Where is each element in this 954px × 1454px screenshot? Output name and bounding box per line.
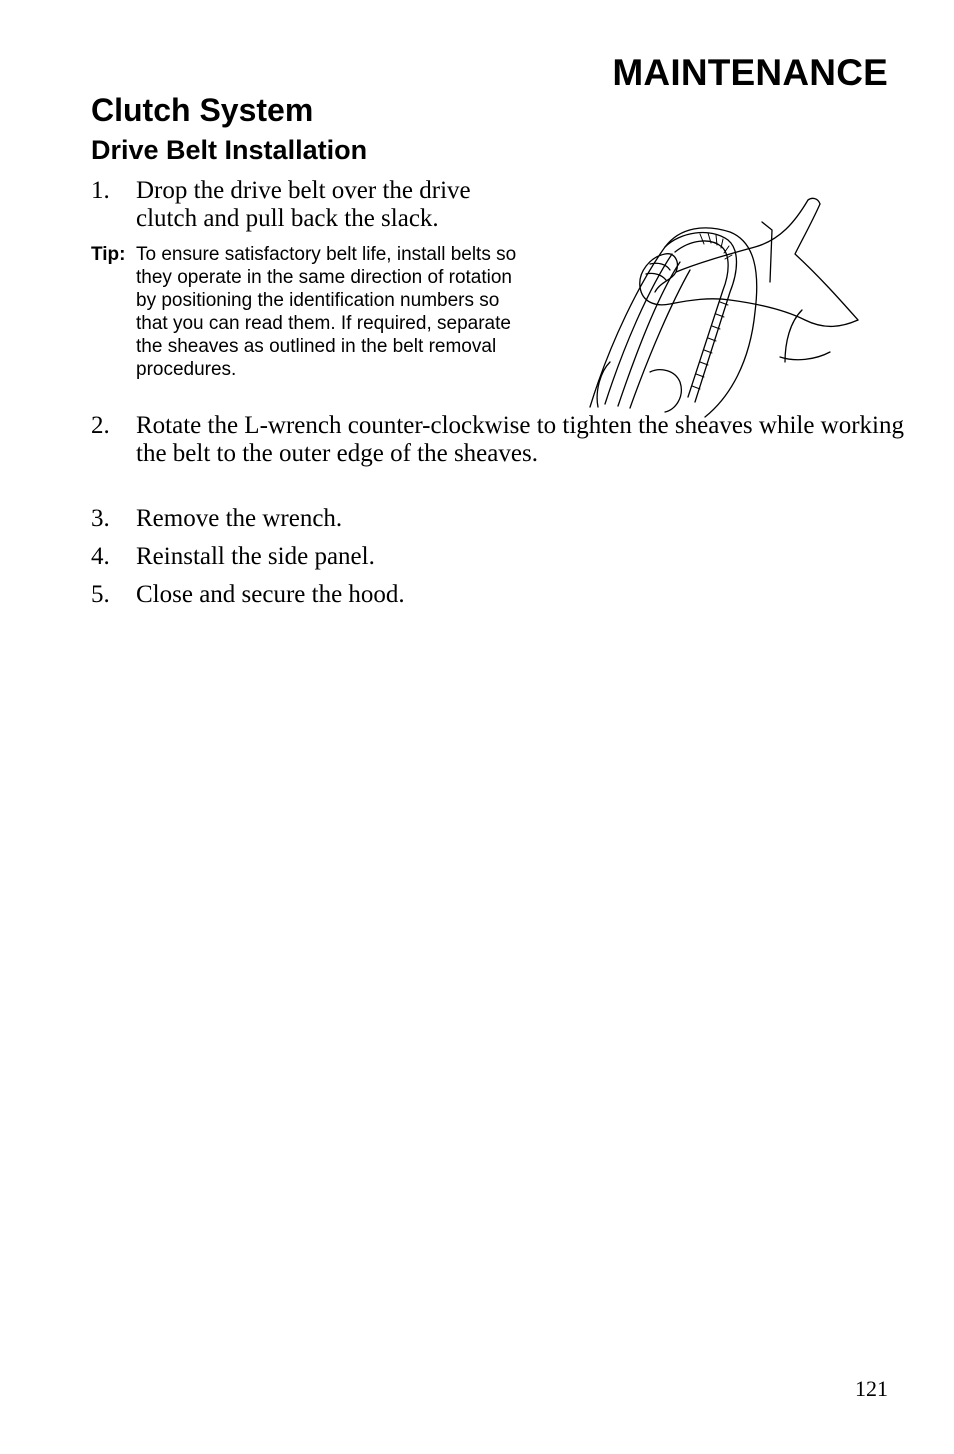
tip-label: Tip: — [91, 244, 126, 265]
section-header: MAINTENANCE — [612, 52, 888, 93]
step-text: Close and secure the hood. — [136, 581, 405, 608]
tip-text: To ensure satisfactory belt life, install belts so they operate in the same direction of rotation by positioning the identification numbers so that you can read them. If required, separate the sheaves as outlined in the belt removal procedures. — [136, 244, 517, 380]
step-number: 2. — [91, 412, 110, 439]
step-number: 5. — [91, 581, 110, 608]
section-subtitle: Drive Belt Installation — [91, 135, 368, 165]
page-title: Clutch System — [91, 92, 314, 128]
page-number: 121 — [855, 1376, 888, 1401]
step-number: 3. — [91, 505, 110, 532]
step-text: Remove the wrench. — [136, 505, 343, 532]
step-text: Drop the drive belt over the drive clutch and pull back the slack. — [136, 177, 471, 232]
step-text: Reinstall the side panel. — [136, 543, 375, 570]
step-number: 4. — [91, 543, 110, 570]
step-number: 1. — [91, 177, 110, 204]
step-text: Rotate the L-wrench counter-clockwise to tighten the sheaves while working the belt to the outer edge of the sheaves. — [136, 412, 905, 467]
drive-belt-installation-illustration — [580, 192, 865, 424]
